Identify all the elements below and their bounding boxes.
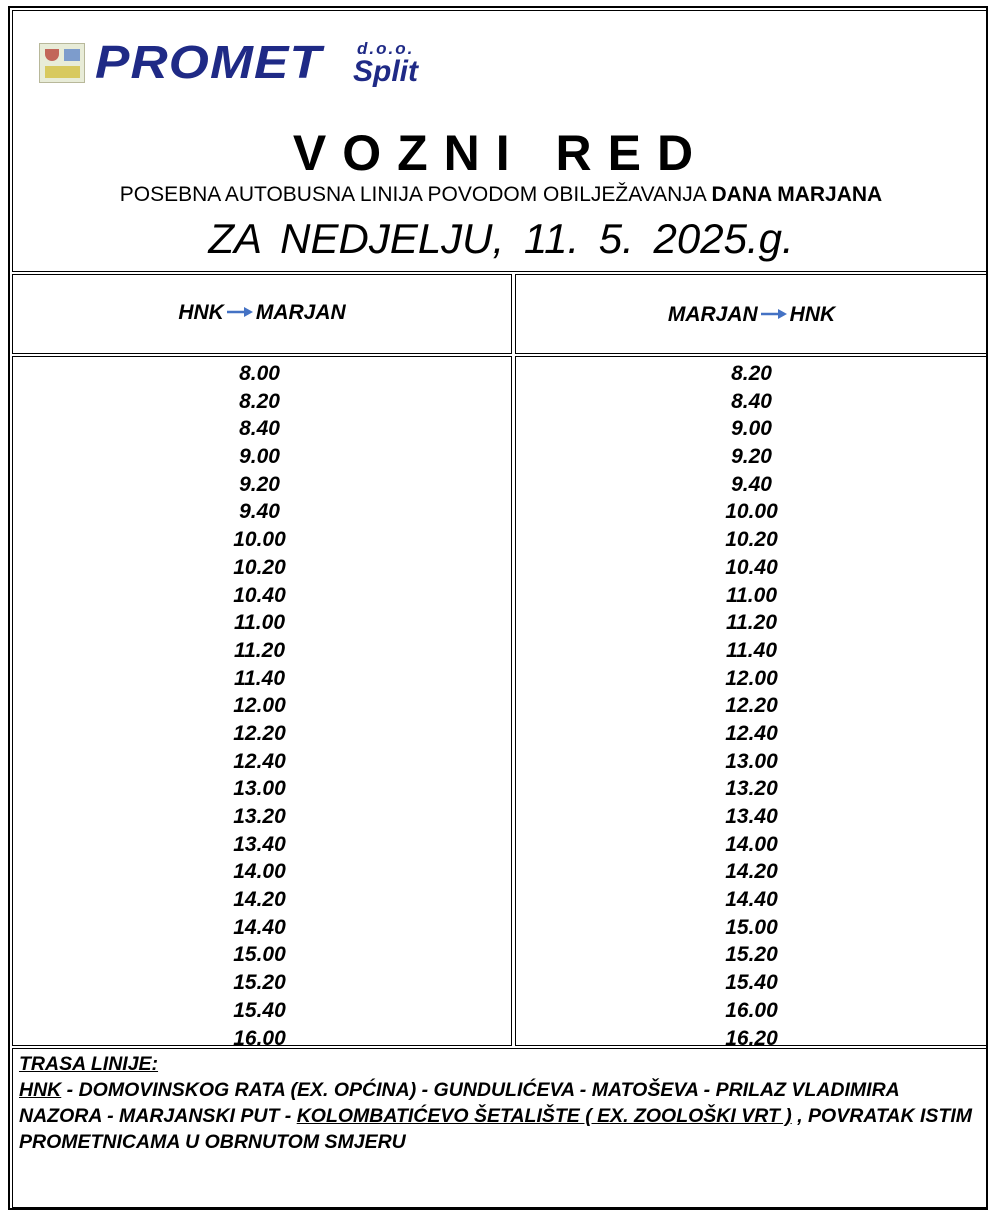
subtitle-text: POSEBNA AUTOBUSNA LINIJA POVODOM OBILJEŽAVANJA (119, 183, 706, 206)
departure-time: 10.20 (233, 555, 286, 579)
departure-time: 9.40 (239, 500, 280, 524)
departure-time: 11.40 (726, 638, 777, 662)
departure-time: 13.00 (725, 749, 778, 773)
route-description-box (12, 1048, 988, 1208)
departure-time: 9.40 (731, 472, 772, 496)
departure-time: 8.00 (239, 362, 280, 385)
departure-time: 12.40 (233, 749, 286, 773)
departure-time: 11.20 (726, 611, 777, 635)
departure-time: 14.20 (725, 860, 778, 884)
logo-city: Split (353, 55, 418, 88)
page-title: VOZNI RED (292, 125, 710, 181)
header-box (12, 10, 988, 272)
departure-time: 10.20 (725, 528, 778, 552)
column-header-marjan-hnk (515, 274, 988, 354)
origin-label: HNK (178, 301, 224, 324)
departure-list (516, 360, 987, 1052)
departure-time: 8.40 (731, 389, 772, 413)
departure-time: 14.00 (233, 860, 286, 884)
departure-time: 14.40 (725, 888, 778, 912)
departure-time: 12.20 (233, 721, 286, 745)
origin-label: MARJAN (667, 303, 758, 326)
departure-time: 12.20 (725, 694, 778, 718)
subtitle-event: DANA MARJANA (711, 183, 883, 206)
route-promenade: KOLOMBATIĆEVO ŠETALIŠTE ( EX. ZOOLOŠKI VRT ) (296, 1105, 792, 1127)
departure-time: 11.20 (234, 638, 285, 662)
departure-time: 13.40 (725, 805, 778, 828)
departure-time: 15.40 (725, 971, 778, 995)
departure-time: 12.00 (725, 666, 778, 690)
departure-time: 11.40 (234, 666, 285, 690)
departure-time: 14.00 (725, 832, 778, 856)
arrow-right-icon (226, 306, 254, 318)
logo-brand: PROMET (95, 36, 323, 88)
logo-suffix: d.o.o. (357, 39, 415, 58)
departure-time: 11.00 (234, 611, 285, 635)
destination-label: HNK (789, 303, 836, 326)
departure-time: 13.40 (233, 832, 286, 856)
departure-time: 10.00 (233, 528, 286, 552)
route-description (19, 1051, 979, 1155)
departure-time: 13.20 (233, 805, 286, 828)
departure-time: 9.20 (731, 445, 772, 469)
departure-time: 15.20 (233, 971, 286, 995)
departure-time: 15.00 (725, 915, 778, 939)
departure-time: 8.40 (239, 417, 280, 441)
departure-time: 13.00 (233, 777, 286, 801)
departure-list (13, 360, 511, 1052)
page-subtitle (13, 182, 989, 208)
arrow-right-icon (760, 308, 788, 320)
departure-time: 12.00 (233, 694, 286, 718)
departure-time: 13.20 (725, 777, 778, 801)
departure-time: 8.20 (731, 362, 772, 385)
departure-time: 14.40 (233, 915, 286, 939)
departure-time: 10.40 (233, 583, 286, 607)
departure-time: 10.00 (725, 500, 778, 524)
departure-time: 15.00 (233, 943, 286, 967)
departure-time: 16.00 (233, 1026, 286, 1050)
departure-time: 11.00 (726, 583, 777, 607)
departure-time: 16.20 (725, 1026, 778, 1050)
route-start: HNK (19, 1079, 62, 1101)
destination-label: MARJAN (255, 301, 346, 324)
departure-time: 12.40 (725, 721, 778, 745)
route-heading: TRASA LINIJE: (19, 1053, 159, 1075)
departure-time: 15.20 (725, 943, 778, 967)
departure-time: 10.40 (725, 555, 778, 579)
departure-time: 14.20 (233, 888, 286, 912)
column-header-hnk-marjan (12, 274, 512, 354)
departure-time: 15.40 (233, 998, 286, 1022)
company-logo (39, 36, 429, 88)
service-date: ZA NEDJELJU, 11. 5. 2025.g. (208, 215, 794, 262)
departure-time: 9.00 (731, 417, 772, 441)
departures-marjan-hnk (515, 356, 988, 1050)
departure-time: 9.00 (239, 445, 280, 469)
departures-hnk-marjan (12, 356, 512, 1050)
departure-time: 8.20 (239, 389, 280, 413)
coat-of-arms-icon (39, 43, 85, 83)
departure-time: 16.00 (725, 998, 778, 1022)
departure-time: 9.20 (239, 472, 280, 496)
route-return: , POVRATAK ISTIM PROMETNICAMA U OBRNUTOM SMJERU (19, 1105, 972, 1153)
route-streets: - DOMOVINSKOG RATA (EX. OPĆINA) - GUNDULIĆEVA - MATOŠEVA - PRILAZ VLADIMIRA NAZORA - MARJANSKI PUT - (19, 1079, 900, 1127)
